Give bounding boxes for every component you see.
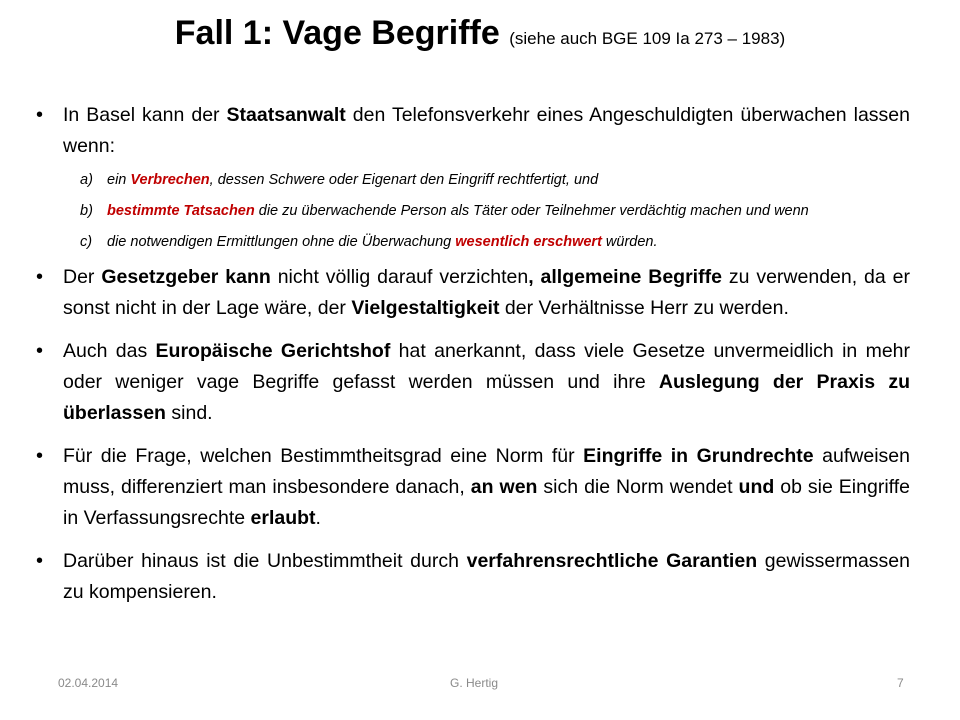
slide-content	[36, 100, 910, 608]
bullet-item	[36, 262, 910, 324]
text-run: aufweisen muss, differenziert man insbesondere danach,	[63, 445, 910, 498]
slide-title	[0, 14, 960, 53]
bullet-item	[36, 441, 910, 534]
text-run: nicht völlig darauf verzichten	[270, 266, 529, 288]
sub-list-item	[80, 231, 910, 253]
bold-run: Staatsanwalt	[226, 104, 346, 126]
text-run: ein	[107, 172, 131, 188]
text-run: In Basel kann der	[63, 104, 227, 126]
bullet-item	[36, 546, 910, 608]
sub-list-label: b)	[80, 203, 93, 219]
text-run: die notwendigen Ermittlungen ohne die Überwachung	[107, 234, 456, 250]
highlight-run: Verbrechen	[130, 172, 210, 188]
sub-list-label: c)	[80, 234, 93, 250]
bold-run: Europäische Gerichtshof	[155, 340, 391, 362]
bold-run: , allgemeine Begriffe	[528, 266, 722, 288]
text-run: die zu überwachende Person als Täter oder Teilnehmer verdächtig machen und wenn	[254, 203, 809, 219]
spacer	[36, 534, 910, 546]
text-run: den Telefonsverkehr eines Angeschuldigten überwachen lassen wenn:	[63, 104, 910, 157]
bold-run: verfahrensrechtliche Garantien	[466, 550, 758, 572]
bold-run: Vielgestaltigkeit	[351, 297, 500, 319]
bold-run: erlaubt	[250, 507, 316, 529]
title-subtitle: (siehe auch BGE 109 Ia 273 – 1983)	[509, 29, 786, 48]
text-run: würden.	[601, 234, 658, 250]
text-run: zu verwenden, da er sonst nicht in der Lage wäre, der	[63, 266, 910, 319]
highlight-run: wesentlich erschwert	[455, 234, 602, 250]
text-run: Für die Frage, welchen Bestimmtheitsgrad eine Norm für	[63, 445, 584, 467]
bold-run: Eingriffe in Grundrechte	[583, 445, 814, 467]
text-run: .	[315, 507, 321, 529]
sub-list-item	[80, 200, 910, 222]
text-run: gewissermassen zu kompensieren.	[63, 550, 910, 603]
bullet-item	[36, 100, 910, 162]
text-run: sind.	[165, 402, 213, 424]
bold-run: und	[738, 476, 775, 498]
footer-author: G. Hertig	[450, 676, 499, 690]
text-run: ob sie Eingriffe in Verfassungsrechte	[63, 476, 910, 529]
sub-list	[80, 169, 910, 253]
spacer	[36, 324, 910, 336]
text-run: , dessen Schwere oder Eigenart den Eingriff rechtfertigt, und	[209, 172, 599, 188]
bold-run: Auslegung der Praxis zu überlassen	[63, 371, 910, 424]
text-run: hat anerkannt, dass viele Gesetze unvermeidlich in mehr oder weniger vage Begriffe gefasst werden müssen und ihre	[63, 340, 911, 393]
text-run: Darüber hinaus ist die Unbestimmtheit durch	[63, 550, 467, 572]
spacer	[36, 429, 910, 441]
bold-run: Gesetzgeber kann	[101, 266, 271, 288]
bullet-item	[36, 336, 910, 429]
sub-list-label: a)	[80, 172, 93, 188]
footer-date: 02.04.2014	[58, 676, 119, 690]
text-run: sich die Norm wendet	[537, 476, 739, 498]
text-run: der Verhältnisse Herr zu werden.	[499, 297, 789, 319]
title-main: Fall 1: Vage Begriffe	[174, 14, 500, 52]
sub-list-item	[80, 169, 910, 191]
text-run: Der	[63, 266, 102, 288]
bold-run: an wen	[470, 476, 538, 498]
footer-page-number: 7	[897, 676, 904, 690]
highlight-run: bestimmte Tatsachen	[107, 203, 255, 219]
text-run: Auch das	[63, 340, 156, 362]
